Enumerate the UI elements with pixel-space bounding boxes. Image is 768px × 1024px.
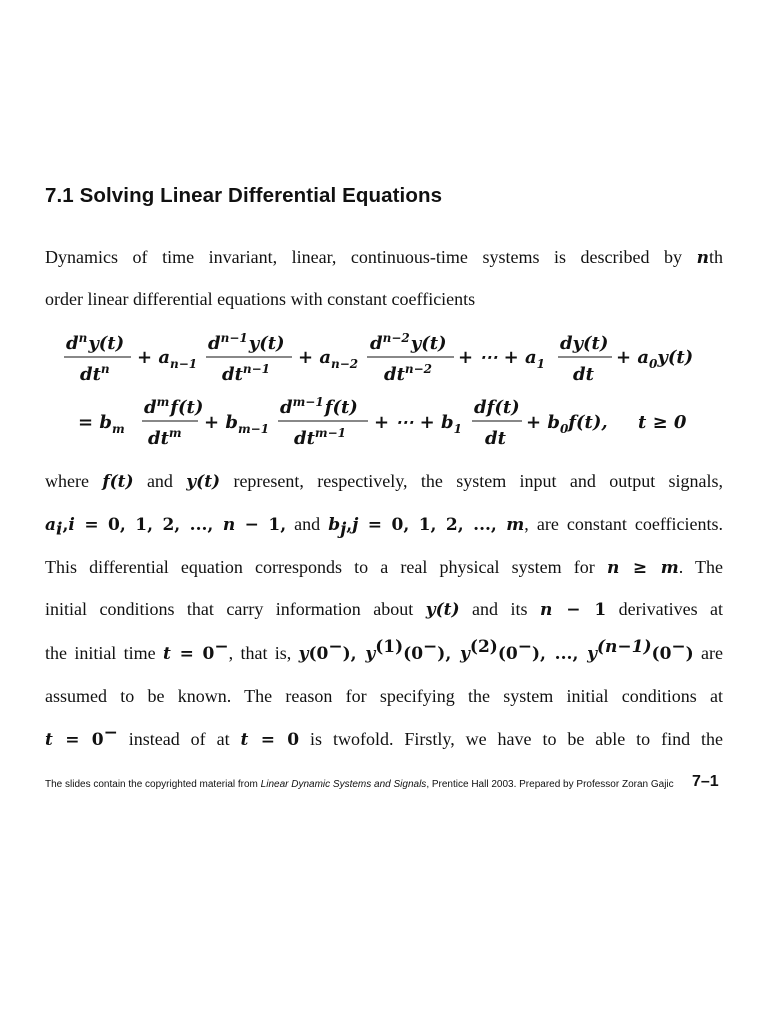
math-var: n — [539, 600, 553, 620]
eq-token: t ≥ 0 — [638, 412, 687, 433]
math-var: m — [506, 515, 525, 535]
footer-book-title: Linear Dynamic Systems and Signals — [260, 779, 427, 790]
math-var: f(t) — [102, 472, 134, 492]
math-sup: − — [103, 723, 118, 743]
math-expr — [607, 557, 723, 577]
paragraph-line — [45, 637, 724, 664]
math-expr — [45, 723, 118, 750]
text-span: Dynamics of time invariant, linear, continuous-time systems is described by — [45, 247, 683, 267]
eq-token: $d^{m-1}f(t)$ — [280, 395, 358, 418]
slide-title: 7.1 Solving Linear Differential Equations — [45, 184, 443, 207]
math-var: t — [45, 730, 53, 750]
text-span: are — [701, 643, 724, 663]
math-expr — [328, 514, 724, 540]
math-sym: = 0 — [170, 644, 215, 664]
paragraph-line — [45, 514, 724, 540]
eq-token: df(t) — [474, 397, 520, 418]
footer-suffix: , Prentice Hall 2003. Prepared by Professor Zoran Gajic — [426, 779, 674, 790]
math-var: n — [696, 248, 709, 268]
math-sup: (2) — [469, 637, 498, 657]
math-sym: (0 — [497, 644, 518, 664]
math-sup: − — [517, 637, 532, 657]
paragraph-line — [45, 723, 723, 750]
math-sym: , — [572, 644, 588, 664]
math-var: y — [587, 644, 597, 664]
math-var: n — [606, 558, 620, 578]
math-sym: ... — [554, 644, 573, 664]
eq-token: $d^{n-2}y(t)$ — [370, 331, 447, 354]
eq-token: + ⋯ + $a_1$ — [458, 347, 545, 371]
text-span: assumed to be known. The reason for specifying the system initial conditions at — [45, 686, 723, 706]
paragraph-line — [45, 600, 723, 619]
page-number: 7–1 — [692, 773, 719, 790]
paragraph-line — [45, 558, 723, 577]
text-span: represent, respectively, the system input and output signals, — [233, 471, 724, 491]
math-expr — [241, 729, 300, 749]
math-var: t — [162, 644, 171, 664]
math-sub: i — [56, 519, 63, 540]
eq-token: + $a_{n-2}$ — [298, 347, 359, 371]
eq-token: + $a_0y(t)$ — [616, 347, 694, 371]
math-var: y(t) — [425, 600, 460, 620]
math-sym: ), — [531, 644, 555, 664]
eq-token: dy(t) — [560, 333, 609, 354]
text-span: and — [146, 471, 173, 491]
text-span: the initial time — [45, 643, 156, 663]
math-var: m — [660, 558, 679, 578]
text-span: . The — [678, 557, 723, 577]
math-sup: − — [423, 637, 438, 657]
math-sup: − — [328, 637, 343, 657]
text-span: instead of at — [128, 729, 230, 749]
math-sym: , — [62, 515, 69, 535]
eq-token: $d^{n-1}y(t)$ — [208, 331, 285, 354]
math-sym: = 0 — [52, 730, 104, 750]
math-sym: = 0, 1, 2, ..., — [358, 515, 507, 535]
math-sym: = 0, 1, 2, ..., — [74, 515, 223, 535]
math-sym: (0 — [403, 644, 424, 664]
eq-token: + $b_{m-1}$ — [204, 412, 270, 436]
math-sup: − — [671, 637, 686, 657]
math-sym: ) — [685, 644, 694, 664]
eq-token: $dt^m$ — [148, 426, 182, 449]
text-span: and its — [472, 599, 528, 619]
math-sym: ), — [437, 644, 461, 664]
eq-token: $d^ny(t)$ — [66, 331, 125, 354]
math-var: t — [240, 730, 249, 750]
math-sup: (1) — [375, 637, 404, 657]
eq-token: + ⋯ + $b_1$ — [374, 412, 462, 436]
math-var: a — [45, 515, 57, 535]
footer-copyright — [45, 779, 674, 790]
math-sym: = 0 — [248, 730, 300, 750]
paragraph-line — [45, 687, 723, 705]
math-var: y — [365, 644, 376, 664]
math-var: j — [352, 515, 359, 535]
math-sym: ≥ — [619, 558, 661, 578]
math-expr — [45, 514, 287, 540]
math-sub: j — [340, 519, 347, 540]
math-sym: − 1 — [552, 600, 607, 620]
text-span: , are constant coefficients. — [524, 514, 724, 534]
math-sym: (0 — [308, 644, 329, 664]
text-span: th — [708, 247, 723, 267]
math-expr — [540, 599, 606, 619]
text-span: is twofold. Firstly, we have to be able to find the — [310, 729, 723, 749]
paragraph-line — [45, 472, 723, 491]
eq-token: = $b_m$ — [78, 412, 125, 436]
text-span: derivatives at — [618, 599, 724, 619]
text-span: This differential equation corresponds to a real physical system for — [45, 557, 595, 577]
eq-token: dt — [573, 364, 594, 385]
eq-token: $dt^{n-2}$ — [384, 362, 433, 385]
math-sym: ), — [342, 644, 366, 664]
math-var: n — [222, 515, 236, 535]
math-sym: , — [346, 515, 353, 535]
eq-token: + $a_{n-1}$ — [137, 347, 198, 371]
eq-token: $dt^n$ — [80, 362, 110, 385]
eq-token: $dt^{m-1}$ — [294, 426, 347, 449]
math-expr — [45, 637, 292, 664]
math-expr — [298, 637, 694, 664]
math-sym: − 1, — [235, 515, 287, 535]
eq-token: $d^mf(t)$ — [144, 395, 204, 418]
math-var: y — [298, 644, 309, 664]
eq-token: + $b_0f(t)$, — [526, 412, 608, 436]
eq-token: dt — [485, 428, 506, 449]
math-var: b — [328, 515, 341, 535]
text-span: , that is, — [228, 643, 292, 663]
eq-token: $dt^{n-1}$ — [222, 362, 271, 385]
math-var: y(t) — [186, 472, 221, 492]
math-var: i — [68, 515, 75, 535]
text-span: where — [45, 471, 89, 491]
text-span: order linear differential equations with constant coefficients — [45, 289, 476, 309]
math-sup: (n−1) — [597, 637, 652, 657]
text-span: initial conditions that carry information about — [45, 599, 414, 619]
math-sym: (0 — [651, 644, 672, 664]
math-var: y — [460, 644, 470, 664]
math-sup: − — [214, 637, 229, 657]
text-span: and — [294, 514, 321, 534]
footer-prefix: The slides contain the copyrighted material from — [45, 779, 261, 790]
